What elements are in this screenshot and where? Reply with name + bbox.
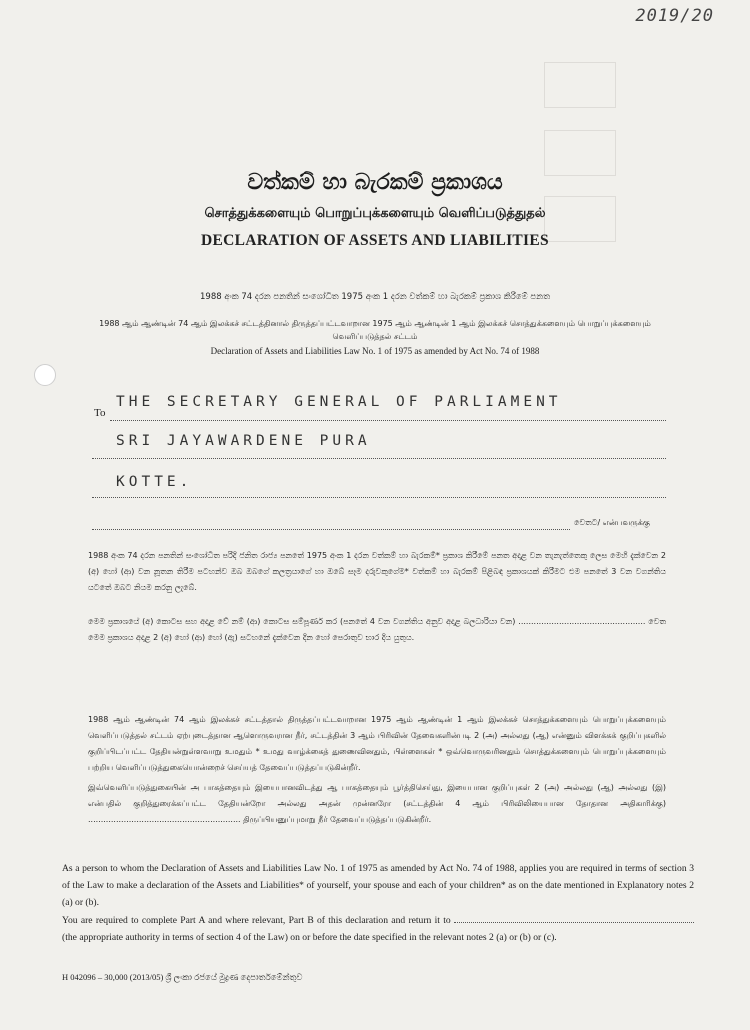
authority-blank-line[interactable] [454,922,694,923]
instruction-tamil-2: இவ்வெளிப்படுத்துகையின் அ பாகத்தையும் இயைபானவிடத்து ஆ பாகத்தையும் பூர்த்திசெய்து, இயைபான குறிப்புகள் 2 (அ) அல்லது (ஆ) அல்லது (இ) என்பதில் குறித்துரைக்கப்பட்ட தேதியன்றோ அல்லது அதன் முன்னரோ (சட்டத்தின் 4 ஆம் பிரிவிலியைபான தோதான அதிகாரிக்கு) ............................................................ திருப்பியனுப்புமாறு நீர் தேவைப்படுத்தப்படுகின்றீர். [88,783,666,824]
title-english: DECLARATION OF ASSETS AND LIABILITIES [201,232,549,249]
law-reference-tamil-line1: 1988 ஆம் ஆண்டின் 74 ஆம் இலக்கச் சட்டத்தினால் திருத்தப்பட்டவாறான 1975 ஆம் ஆண்டின் 1 ஆம் இலக்கச் சொத்துக்களையும் பொறுப்புக்களையும் [99,319,651,328]
addressee-line-3[interactable] [92,497,666,498]
instruction-english-2-part1: You are required to complete Part A and where relevant, Part B of this declaration and return it to [62,915,451,926]
addressee-line-4[interactable] [92,529,570,530]
law-reference-tamil-line2: வெளிப்படுத்தல் சட்டம் [332,332,418,341]
instruction-sinhala-1: 1988 අංක 74 දරන පනතින් සංශෝධිත පරිදි ජනිත රාජ්‍ය පනතේ 1975 අංක 1 දරන වත්කම් හා බැරකම්* ප්‍රකාශ කිරීමේ පනත අදාළ වන තැනැත්තෙකු ලෙස මෙහි දැක්වෙන 2 (අ) හෝ (ආ) වන නූතන තිරීම පටහන්ව ඔබ ඔබගේ කලත්‍රයාගේ හා ඔබේ සෑම දරුවකුගේම* වත්කම් හා බැරකම් පිළිබඳ ප්‍රකාශයක් කිරීමට එම පනතේ 3 වන වගන්තිය යටතේ ඔබට නියම කරනු ලැබේ. [88,551,666,592]
punch-hole [34,364,56,386]
instruction-sinhala-2: මෙම ප්‍රකාශයේ (අ) කොටස සහ අදාළ වේ නම් (ආ) කොටස සම්පූර්ණ කර (පනතේ 4 වන වගන්තිය අනුව අදාළ බලධාරියා වන) .................................................. වෙත මෙම ප්‍රකාශය අදාළ 2 (අ) හෝ (ආ) හෝ (ඇ) සටහනේ දැක්වෙන දින හෝ පෙරාතුව භාර දිය යුතුය. [88,617,666,642]
to-label: To [94,407,106,419]
instruction-english-1: As a person to whom the Declaration of Assets and Liabilities Law No. 1 of 1975 as amended by Act No. 74 of 1988, applies you are required in terms of section 3 of the Law to make a declaration of the Assets and Liabilities* of yourself, your spouse and each of your children* as on the date mentioned in Explanatory notes 2 (a) or (b). [62,863,694,908]
title-sinhala: වත්කම් හා බැරකම් ප්‍රකාශය [247,170,503,195]
law-reference-sinhala: 1988 අංක 74 දරන පනතින් සංශෝධිත 1975 අංක 1 දරන වත්කම් හා බැරකම් ප්‍රකාශ කිරීමේ පනත [200,292,550,302]
addressee-line-1[interactable] [110,420,666,421]
addressee-text-3: KOTTE. [116,474,193,490]
instruction-tamil-1: 1988 ஆம் ஆண்டின் 74 ஆம் இலக்கச் சட்டத்தால் திருத்தப்பட்டவாறான 1975 ஆம் ஆண்டின் 1 ஆம் இலக்கச் சொத்துக்களையும் பொறுப்புக்களையும் வெளிப்படுத்தல் சட்டம் ஏற்புடைத்தான ஆளொருவரான நீர், சட்டத்தின் 3 ஆம் பிரிவின் தேவைகளின்படி 2 (அ) அல்லது (ஆ) என்னும் விளக்கக் குறிப்புகளில் குறிப்பிடப்பட்ட தேதியன்றுள்ளவாறு உமதும் * உமது வாழ்க்கைத் துணைவினதும், பிள்ளைகள் * ஒவ்வொருவரினதும் சொத்துக்களையும் பொறுப்புக்களையும் பற்றிய வெளிப்படுத்துகையொன்றைச் செய்யத் தேவைப்படுத்தப்படுகின்றீர். [88,715,666,772]
printer-footer: H 042096 – 30,000 (2013/05) ශ්‍රී ලංකා රජයේ මුද්‍රණ දෙපාර්තමේන්තුව [62,972,303,982]
addressee-text-2: SRI JAYAWARDENE PURA [116,433,371,449]
instruction-english-2 [62,912,694,946]
law-reference-tamil [0,317,750,343]
addressee-text-1: THE SECRETARY GENERAL OF PARLIAMENT [116,394,562,410]
instruction-english-2-part2: (the appropriate authority in terms of section 4 of the Law) on or before the date specified in the relevant notes 2 (a) or (b) or (c). [62,932,557,943]
bleed-through-box-1 [540,62,750,122]
title-tamil: சொத்துக்களையும் பொறுப்புக்களையும் வெளிப்படுத்துதல் [204,206,546,221]
addressee-line-2[interactable] [92,458,666,459]
law-reference-english: Declaration of Assets and Liabilities Law No. 1 of 1975 as amended by Act No. 74 of 1988 [210,346,540,356]
addressee-reference-label: වෙතට/ என்பவருக்கு [574,518,650,527]
handwritten-document-number: 2019/20 [635,6,714,26]
